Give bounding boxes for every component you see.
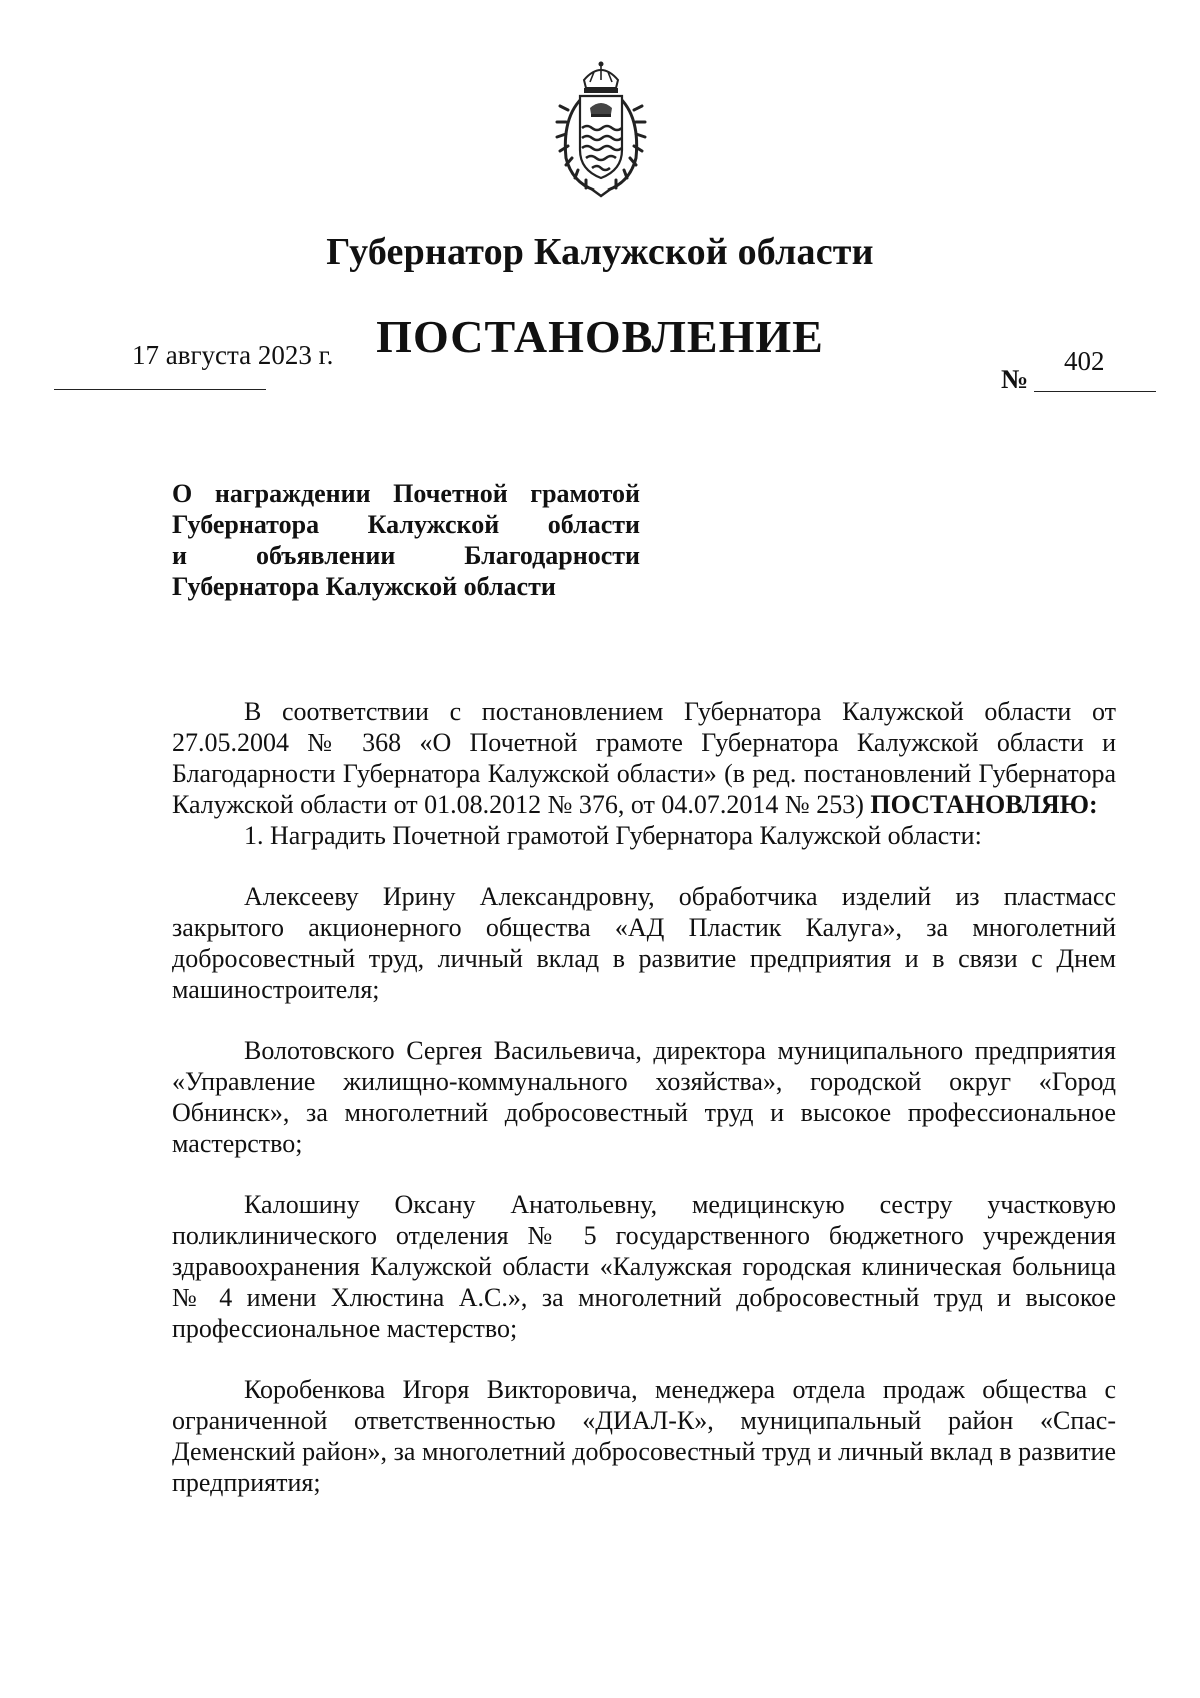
issuing-authority-title: Губернатор Калужской области	[326, 231, 874, 273]
document-subject	[172, 478, 640, 602]
item-1-heading: 1. Наградить Почетной грамотой Губернатора Калужской области:	[244, 821, 982, 850]
number-underline	[1034, 391, 1156, 392]
preamble-paragraph	[172, 696, 1116, 820]
document-number: 402	[1064, 346, 1105, 376]
awardee-paragraph: Алексееву Ирину Александровну, обработчика изделий из пластмасс закрытого акционерного общества «АД Пластик Калуга», за многолетний добросовестный труд, личный вклад в развитие предприятия и в связи с Днем машиностроителя;	[172, 882, 1116, 1004]
coat-of-arms-emblem	[554, 58, 648, 198]
subject-line: О награждении Почетной грамотой	[172, 479, 640, 508]
subject-line: и объявлении Благодарности	[172, 541, 640, 570]
decree-word: ПОСТАНОВЛЯЮ:	[870, 790, 1098, 819]
document-body	[172, 696, 1116, 1498]
number-sign: №	[1001, 364, 1029, 394]
awardee-paragraph: Калошину Оксану Анатольевну, медицинскую сестру участковую поликлинического отделения № 5 государственного бюджетного учреждения здравоохранения Калужской области «Калужская городская клиническая больница № 4 имени Хлюстина А.С.», за многолетний добросовестный труд и высокое профессиональное мастерство;	[172, 1190, 1116, 1343]
preamble-text: В соответствии с постановлением Губернатора Калужской области от 27.05.2004 № 368 «О Почетной грамоте Губернатора Калужской области и Благодарности Губернатора Калужской области» (в ред. постановлений Губернатора Калужской области от 01.08.2012 № 376, от 04.07.2014 № 253)	[172, 697, 1116, 819]
document-date: 17 августа 2023 г.	[132, 340, 334, 370]
date-underline	[54, 389, 266, 390]
subject-line: Губернатора Калужской области	[172, 572, 556, 601]
subject-line: Губернатора Калужской области	[172, 510, 640, 539]
awardee-paragraph: Коробенкова Игоря Викторовича, менеджера отдела продаж общества с ограниченной ответственностью «ДИАЛ-К», муниципальный район «Спас-Деменский район», за многолетний добросовестный труд и личный вклад в развитие предприятия;	[172, 1375, 1116, 1497]
document-type-heading: ПОСТАНОВЛЕНИЕ	[376, 311, 824, 362]
awardee-paragraph: Волотовского Сергея Васильевича, директора муниципального предприятия «Управление жилищно-коммунального хозяйства», городской округ «Город Обнинск», за многолетний добросовестный труд и высокое профессиональное мастерство;	[172, 1036, 1116, 1158]
